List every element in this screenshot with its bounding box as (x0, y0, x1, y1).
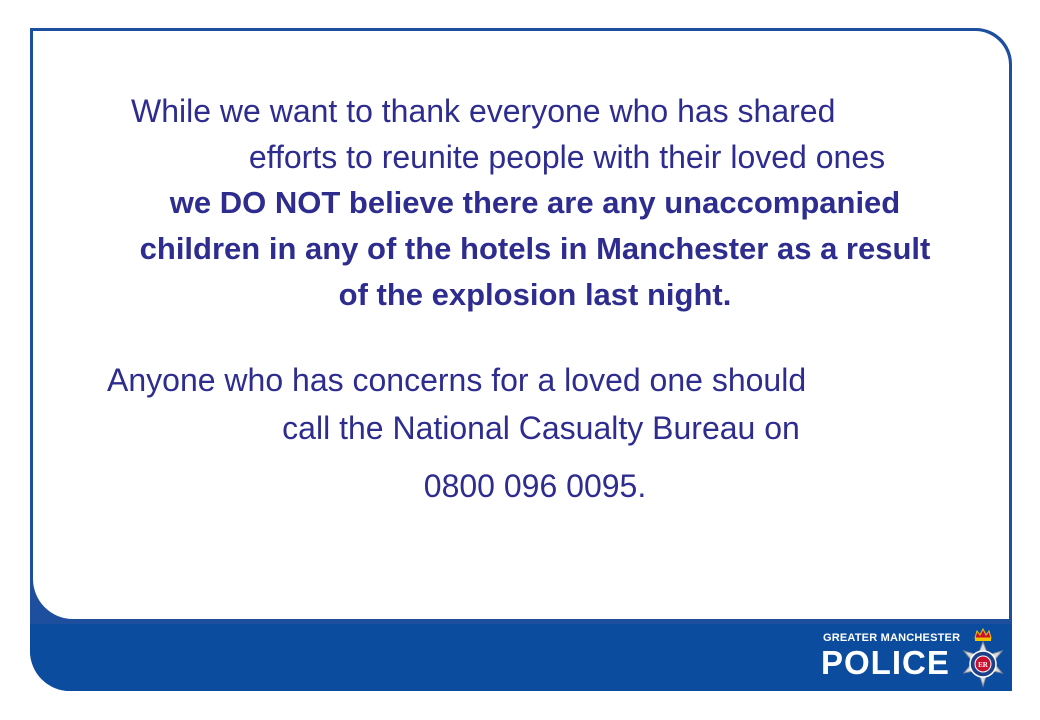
intro-line-2-text: efforts to reunite people with their loved ones (248, 139, 886, 175)
concerns-paragraph (70, 356, 1000, 510)
concerns-line-2: call the National Casualty Bureau on (282, 410, 800, 446)
intro-line-2 (95, 134, 975, 180)
message-text (70, 88, 1000, 510)
intro-paragraph (95, 88, 975, 318)
phone-number: 0800 096 0095. (423, 468, 647, 504)
concerns-line-1: Anyone who has concerns for a loved one should (107, 362, 807, 398)
intro-line-1: While we want to thank everyone who has shared (131, 93, 836, 129)
logo-org-top: GREATER MANCHESTER (823, 632, 961, 644)
police-logo (820, 630, 1020, 688)
logo-org-main: POLICE (821, 644, 950, 681)
svg-text:ER: ER (978, 661, 988, 669)
police-star-badge-icon (957, 628, 1009, 688)
bold-statement: we DO NOT believe there are any unaccompanied children in any of the hotels in Manchester as a result of the explosion last night. (139, 185, 931, 312)
